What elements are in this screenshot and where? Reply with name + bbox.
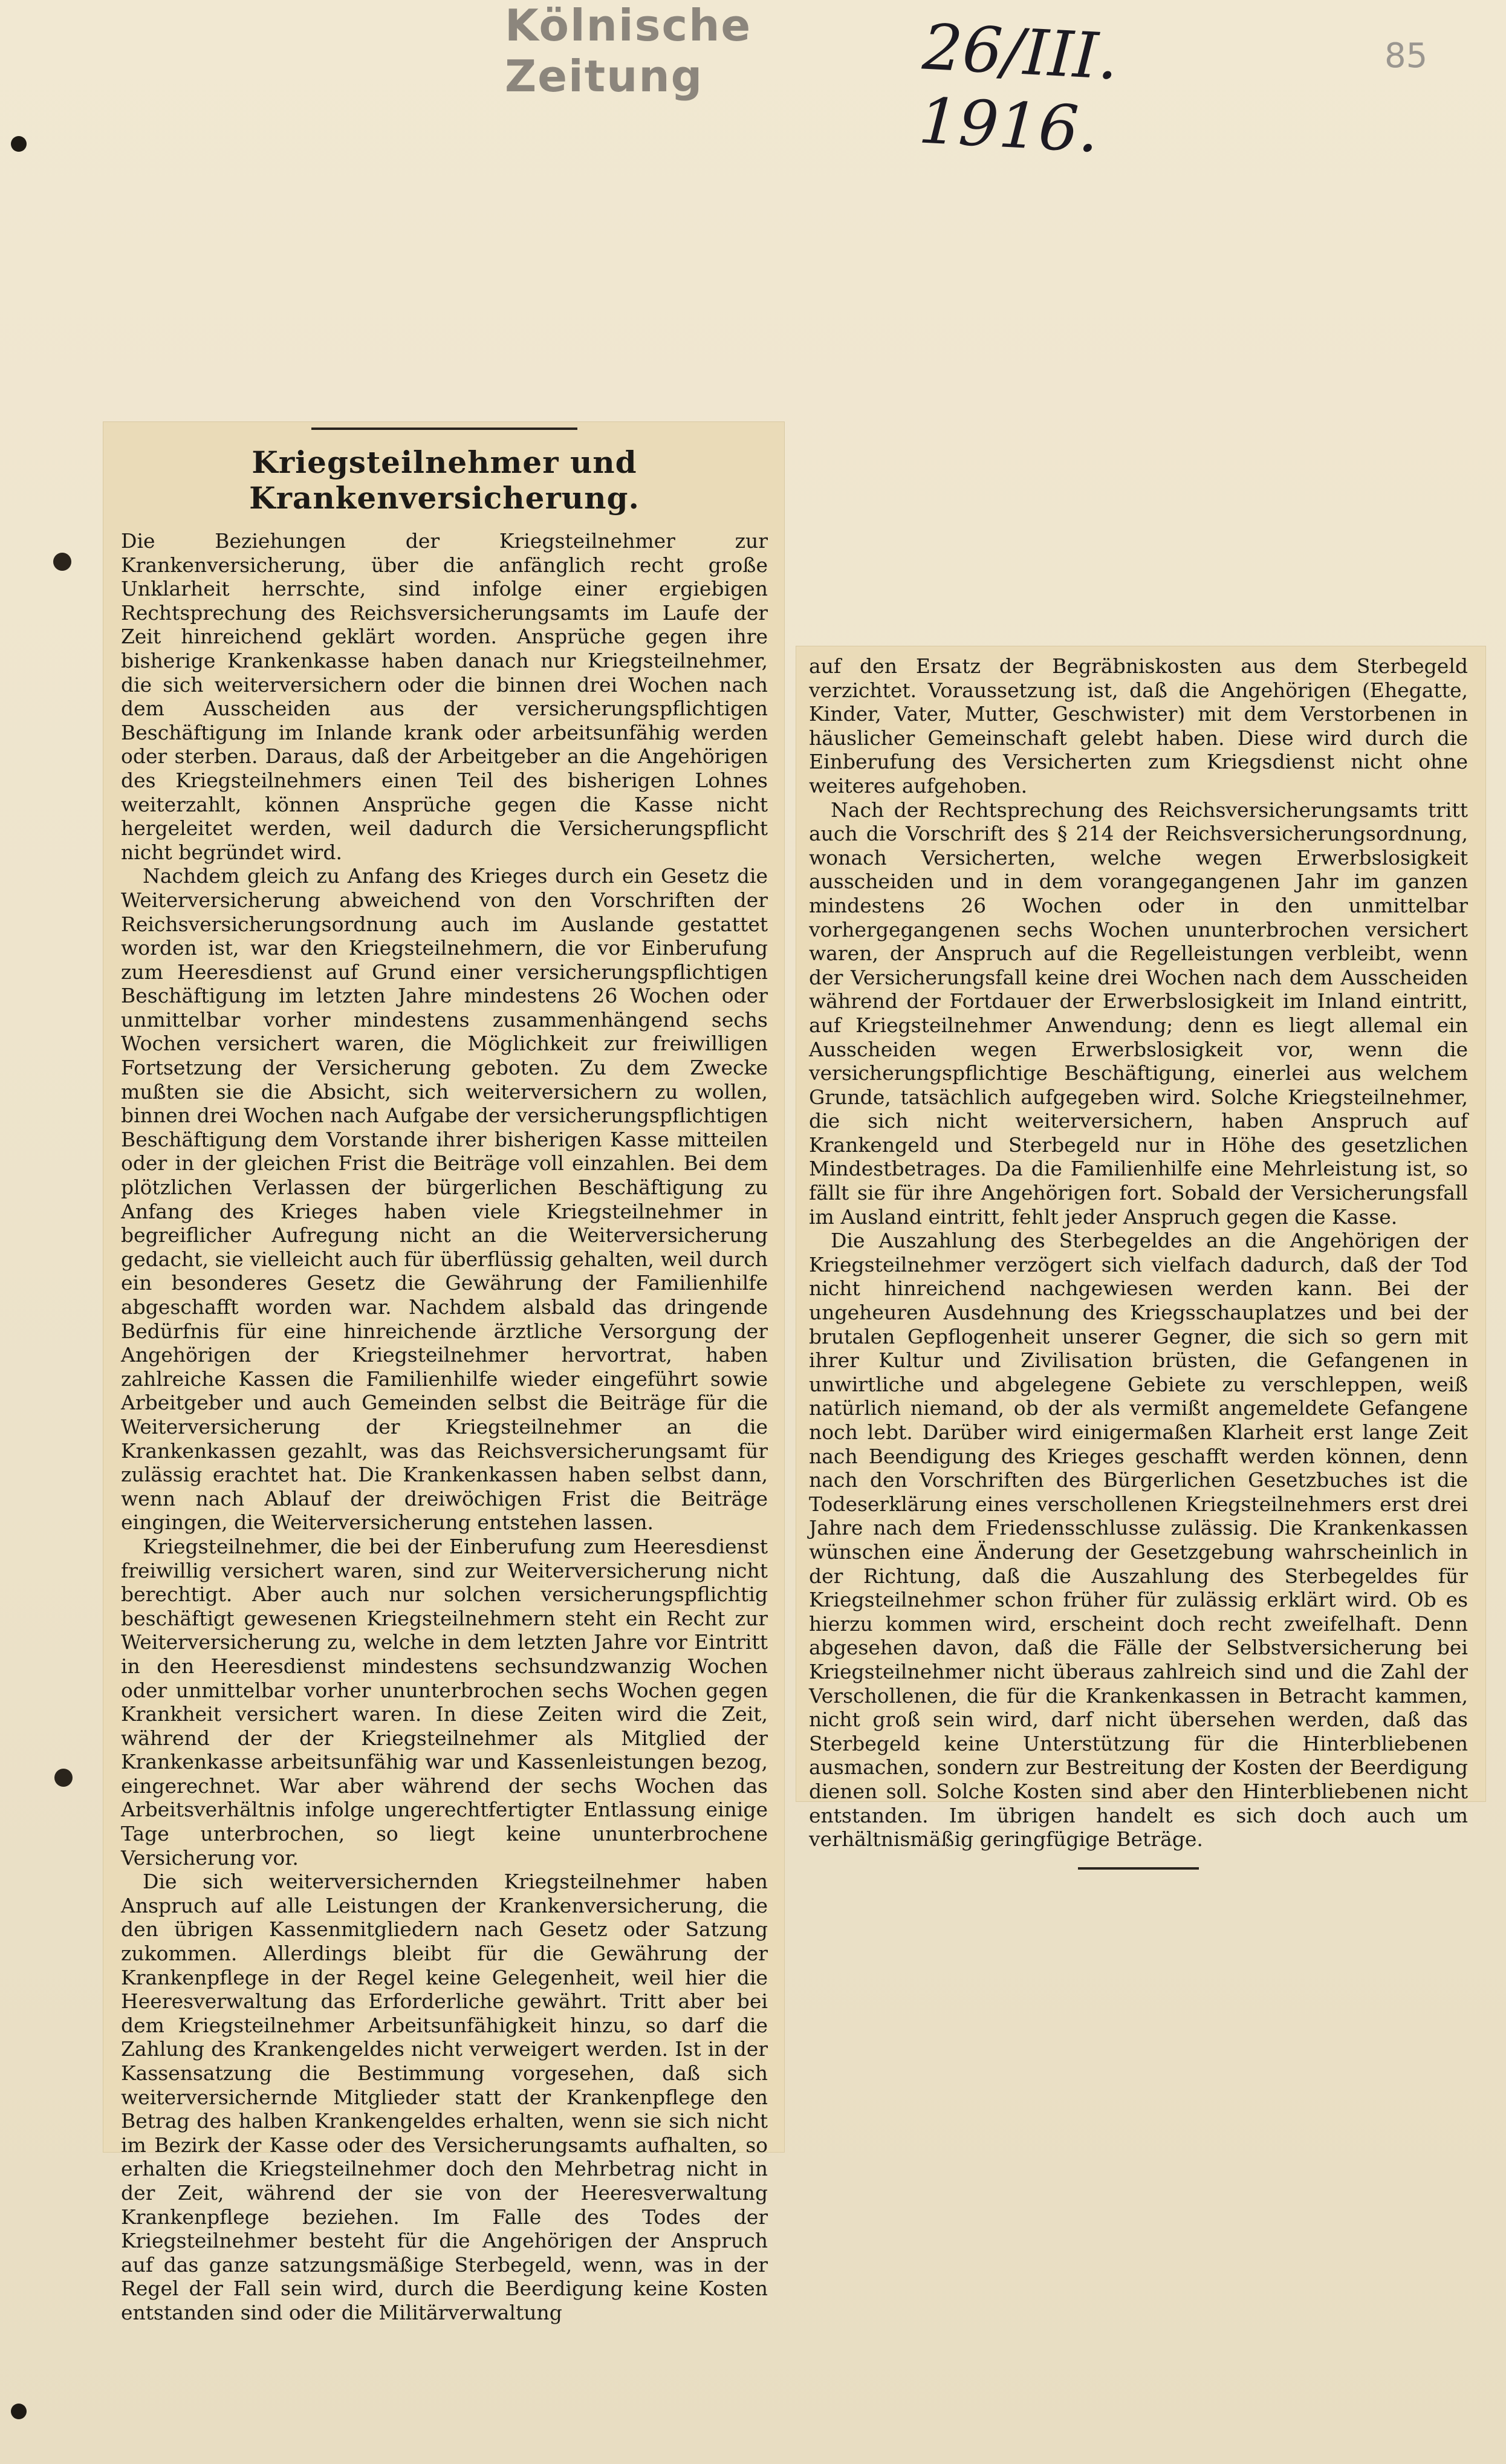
article-paragraph: Nachdem gleich zu Anfang des Krieges durch ein Gesetz die Weiterversicherung abweichend von den Vorschriften der Reichsversicherungsordnung auch im Auslande gestattet worden ist, war den Kriegsteilnehmern, die vor Einberufung zum Heeresdienst auf Grund einer versicherungspflichtigen Beschäftigung im letzten Jahre mindestens 26 Wochen oder unmittelbar vorher mindestens zusammenhängend sechs Wochen versichert waren, die Möglichkeit zur freiwilligen Fortsetzung der Versicherung geboten. Zu dem Zwecke mußten sie die Absicht, sich weiterversichern zu wollen, binnen drei Wochen nach Aufgabe der versicherungspflichtigen Beschäftigung dem Vorstande ihrer bisherigen Kasse mitteilen oder in der gleichen Frist die Beiträge voll einzahlen. Bei dem plötzlichen Verlassen der bürgerlichen Beschäftigung zu Anfang des Krieges haben viele Kriegsteilnehmer in begreiflicher Aufregung nicht an die Weiterversicherung gedacht, sie vielleicht auch für überflüssig gehalten, weil durch ein besonderes Gesetz die Gewährung der Familienhilfe abgeschafft worden war. Nachdem alsbald das dringende Bedürfnis für eine hinreichende ärztliche Versorgung der Angehörigen der Kriegsteilnehmer hervortrat, haben zahlreiche Kassen die Familienhilfe wieder eingeführt sowie Arbeitgeber und auch Gemeinden selbst die Beiträge für die Weiterversicherung der Kriegsteilnehmer an die Krankenkassen gezahlt, was das Reichsversicherungsamt für zulässig erachtet hat. Die Krankenkassen haben selbst dann, wenn nach Ablauf der dreiwöchigen Frist die Beiträge eingingen, die Weiterversicherung entstehen lassen. (121, 864, 768, 1535)
article-clipping-column-1 (103, 421, 785, 2324)
punch-hole (53, 553, 71, 571)
binder-hole (11, 2404, 27, 2419)
article-paragraph: Die Beziehungen der Kriegsteilnehmer zur Krankenversicherung, über die anfänglich recht große Unklarheit herrschte, sind infolge einer ergiebigen Rechtsprechung des Reichsversicherungsamts im Laufe der Zeit hinreichend geklärt worden. Ansprüche gegen ihre bisherige Krankenkasse haben danach nur Kriegsteilnehmer, die sich weiterversichern oder die binnen drei Wochen nach dem Ausscheiden aus der versicherungspflichtigen Beschäftigung im Inlande krank oder arbeitsunfähig werden oder sterben. Daraus, daß der Arbeitgeber an die Angehörigen des Kriegsteilnehmers einen Teil des bisherigen Lohnes weiterzahlt, können Ansprüche gegen die Kasse nicht hergeleitet werden, weil dadurch die Versicherungspflicht nicht begründet wird. (121, 529, 768, 864)
article-paragraph: auf den Ersatz der Begräbniskosten aus dem Sterbegeld verzichtet. Voraussetzung ist, daß die Angehörigen (Ehegatte, Kinder, Vater, Mutter, Geschwister) mit dem Verstorbenen in häuslicher Gemeinschaft gelebt haben. Diese wird durch die Einberufung des Versicherten zum Kriegsdienst nicht ohne weiteres aufgehoben. (809, 654, 1468, 798)
article-paragraph: Nach der Rechtsprechung des Reichsversicherungsamts tritt auch die Vorschrift des § 214 der Reichsversicherungsordnung, wonach Versicherten, welche wegen Erwerbslosigkeit ausscheiden und in dem vorangegangenen Jahr im ganzen mindestens 26 Wochen oder in den unmittelbar vorhergegangenen sechs Wochen ununterbrochen versichert waren, der Anspruch auf die Regelleistungen verbleibt, wenn der Versicherungsfall keine drei Wochen nach dem Ausscheiden während der Fortdauer der Erwerbslosigkeit im Inland eintritt, auf Kriegsteilnehmer Anwendung; denn es liegt allemal ein Ausscheiden wegen Erwerbslosigkeit vor, wenn die versicherungspflichtige Beschäftigung, einerlei aus welchem Grunde, tatsächlich aufgegeben wird. Solche Kriegsteilnehmer, die sich nicht weiterversichern, haben Anspruch auf Krankengeld und Sterbegeld nur in Höhe des gesetzlichen Mindestbetrages. Da die Familienhilfe eine Mehrleistung ist, so fällt sie für ihre Angehörigen fort. Sobald der Versicherungsfall im Ausland eintritt, fehlt jeder Anspruch gegen die Kasse. (809, 798, 1468, 1229)
title-rule (311, 427, 577, 430)
newspaper-stamp: Kölnische Zeitung (505, 0, 752, 102)
column-2-body (809, 654, 1468, 1870)
article-clipping-column-2 (796, 646, 1486, 1851)
article-paragraph: Kriegsteilnehmer, die bei der Einberufung zum Heeresdienst freiwillig versichert waren, sind zur Weiterversicherung nicht berechtigt. Aber auch nur solchen versicherungspflichtig beschäftigt gewesenen Kriegsteilnehmern steht ein Recht zur Weiterversicherung zu, welche in dem letzten Jahre vor Eintritt in den Heeresdienst mindestens sechsundzwanzig Wochen oder unmittelbar vorher ununterbrochen sechs Wochen gegen Krankheit versichert waren. In diese Zeiten wird die Zeit, während der der Kriegsteilnehmer als Mitglied der Krankenkasse arbeitsunfähig war und Kassenleistungen bezog, eingerechnet. War aber während der sechs Wochen das Arbeitsverhältnis infolge ungerechtfertigter Entlassung einige Tage unterbrochen, so liegt keine ununterbrochene Versicherung vor. (121, 1534, 768, 1870)
punch-hole (54, 1769, 73, 1787)
handwritten-date: 26/III. 1916. (917, 10, 1120, 167)
archive-number: 85 (1384, 36, 1428, 76)
binder-hole (11, 136, 27, 152)
end-rule (1078, 1867, 1199, 1870)
article-paragraph: Die sich weiterversichernden Kriegsteilnehmer haben Anspruch auf alle Leistungen der Krankenversicherung, die den übrigen Kassenmitgliedern nach Gesetz oder Satzung zukommen. Allerdings bleibt für die Gewährung der Krankenpflege in der Regel keine Gelegenheit, weil hier die Heeresverwaltung das Erforderliche gewährt. Tritt aber bei dem Kriegsteilnehmer Arbeitsunfähigkeit hinzu, so darf die Zahlung des Krankengeldes nicht verweigert werden. Ist in der Kassensatzung die Bestimmung vorgesehen, daß sich weiterversichernde Mitglieder statt der Krankenpflege den Betrag des halben Krankengeldes erhalten, wenn sie sich nicht im Bezirk der Kasse oder des Versicherungsamts aufhalten, so erhalten die Kriegsteilnehmer doch den Mehrbetrag nicht in der Zeit, während der sie von der Heeresverwaltung Krankenpflege beziehen. Im Falle des Todes der Kriegsteilnehmer besteht für die Angehörigen der Anspruch auf das ganze satzungsmäßige Sterbegeld, wenn, was in der Regel der Fall sein wird, durch die Beerdigung keine Kosten entstanden sind oder die Militärverwaltung (121, 1870, 768, 2324)
article-paragraph: Die Auszahlung des Sterbegeldes an die Angehörigen der Kriegsteilnehmer verzögert sich vielfach dadurch, daß der Tod nicht hinreichend nachgewiesen werden kann. Bei der ungeheuren Ausdehnung des Kriegsschauplatzes und bei der brutalen Gepflogenheit unserer Gegner, die sich so gern mit ihrer Kultur und Zivilisation brüsten, die Gefangenen in unwirtliche und abgelegene Gebiete zu verschleppen, weiß natürlich niemand, ob der als vermißt angemeldete Gefangene noch lebt. Darüber wird einigermaßen Klarheit erst lange Zeit nach Beendigung des Krieges geschafft werden können, denn nach den Vorschriften des Bürgerlichen Gesetzbuches ist die Todeserklärung eines verschollenen Kriegsteilnehmers erst drei Jahre nach dem Friedensschlusse zulässig. Die Krankenkassen wünschen eine Änderung der Gesetzgebung wahrscheinlich in der Richtung, daß die Auszahlung des Sterbegeldes für Kriegsteilnehmer schon früher für zulässig erklärt wird. Ob es hierzu kommen wird, erscheint doch recht zweifelhaft. Denn abgesehen davon, daß die Fälle der Selbstversicherung bei Kriegsteilnehmer nicht überaus zahlreich sind und die Zahl der Verschollenen, die für die Krankenkassen in Betracht kammen, nicht groß sein wird, darf nicht übersehen werden, daß das Sterbegeld keine Unterstützung für die Hinterbliebenen ausmachen, sondern zur Bestreitung der Kosten der Beerdigung dienen soll. Solche Kosten sind aber den Hinterbliebenen nicht entstanden. Im übrigen handelt es sich doch auch um verhältnismäßig geringfügige Beträge. (809, 1229, 1468, 1851)
article-title: Kriegsteilnehmer und Krankenversicherung. (249, 444, 640, 516)
column-1-body (121, 427, 768, 2325)
